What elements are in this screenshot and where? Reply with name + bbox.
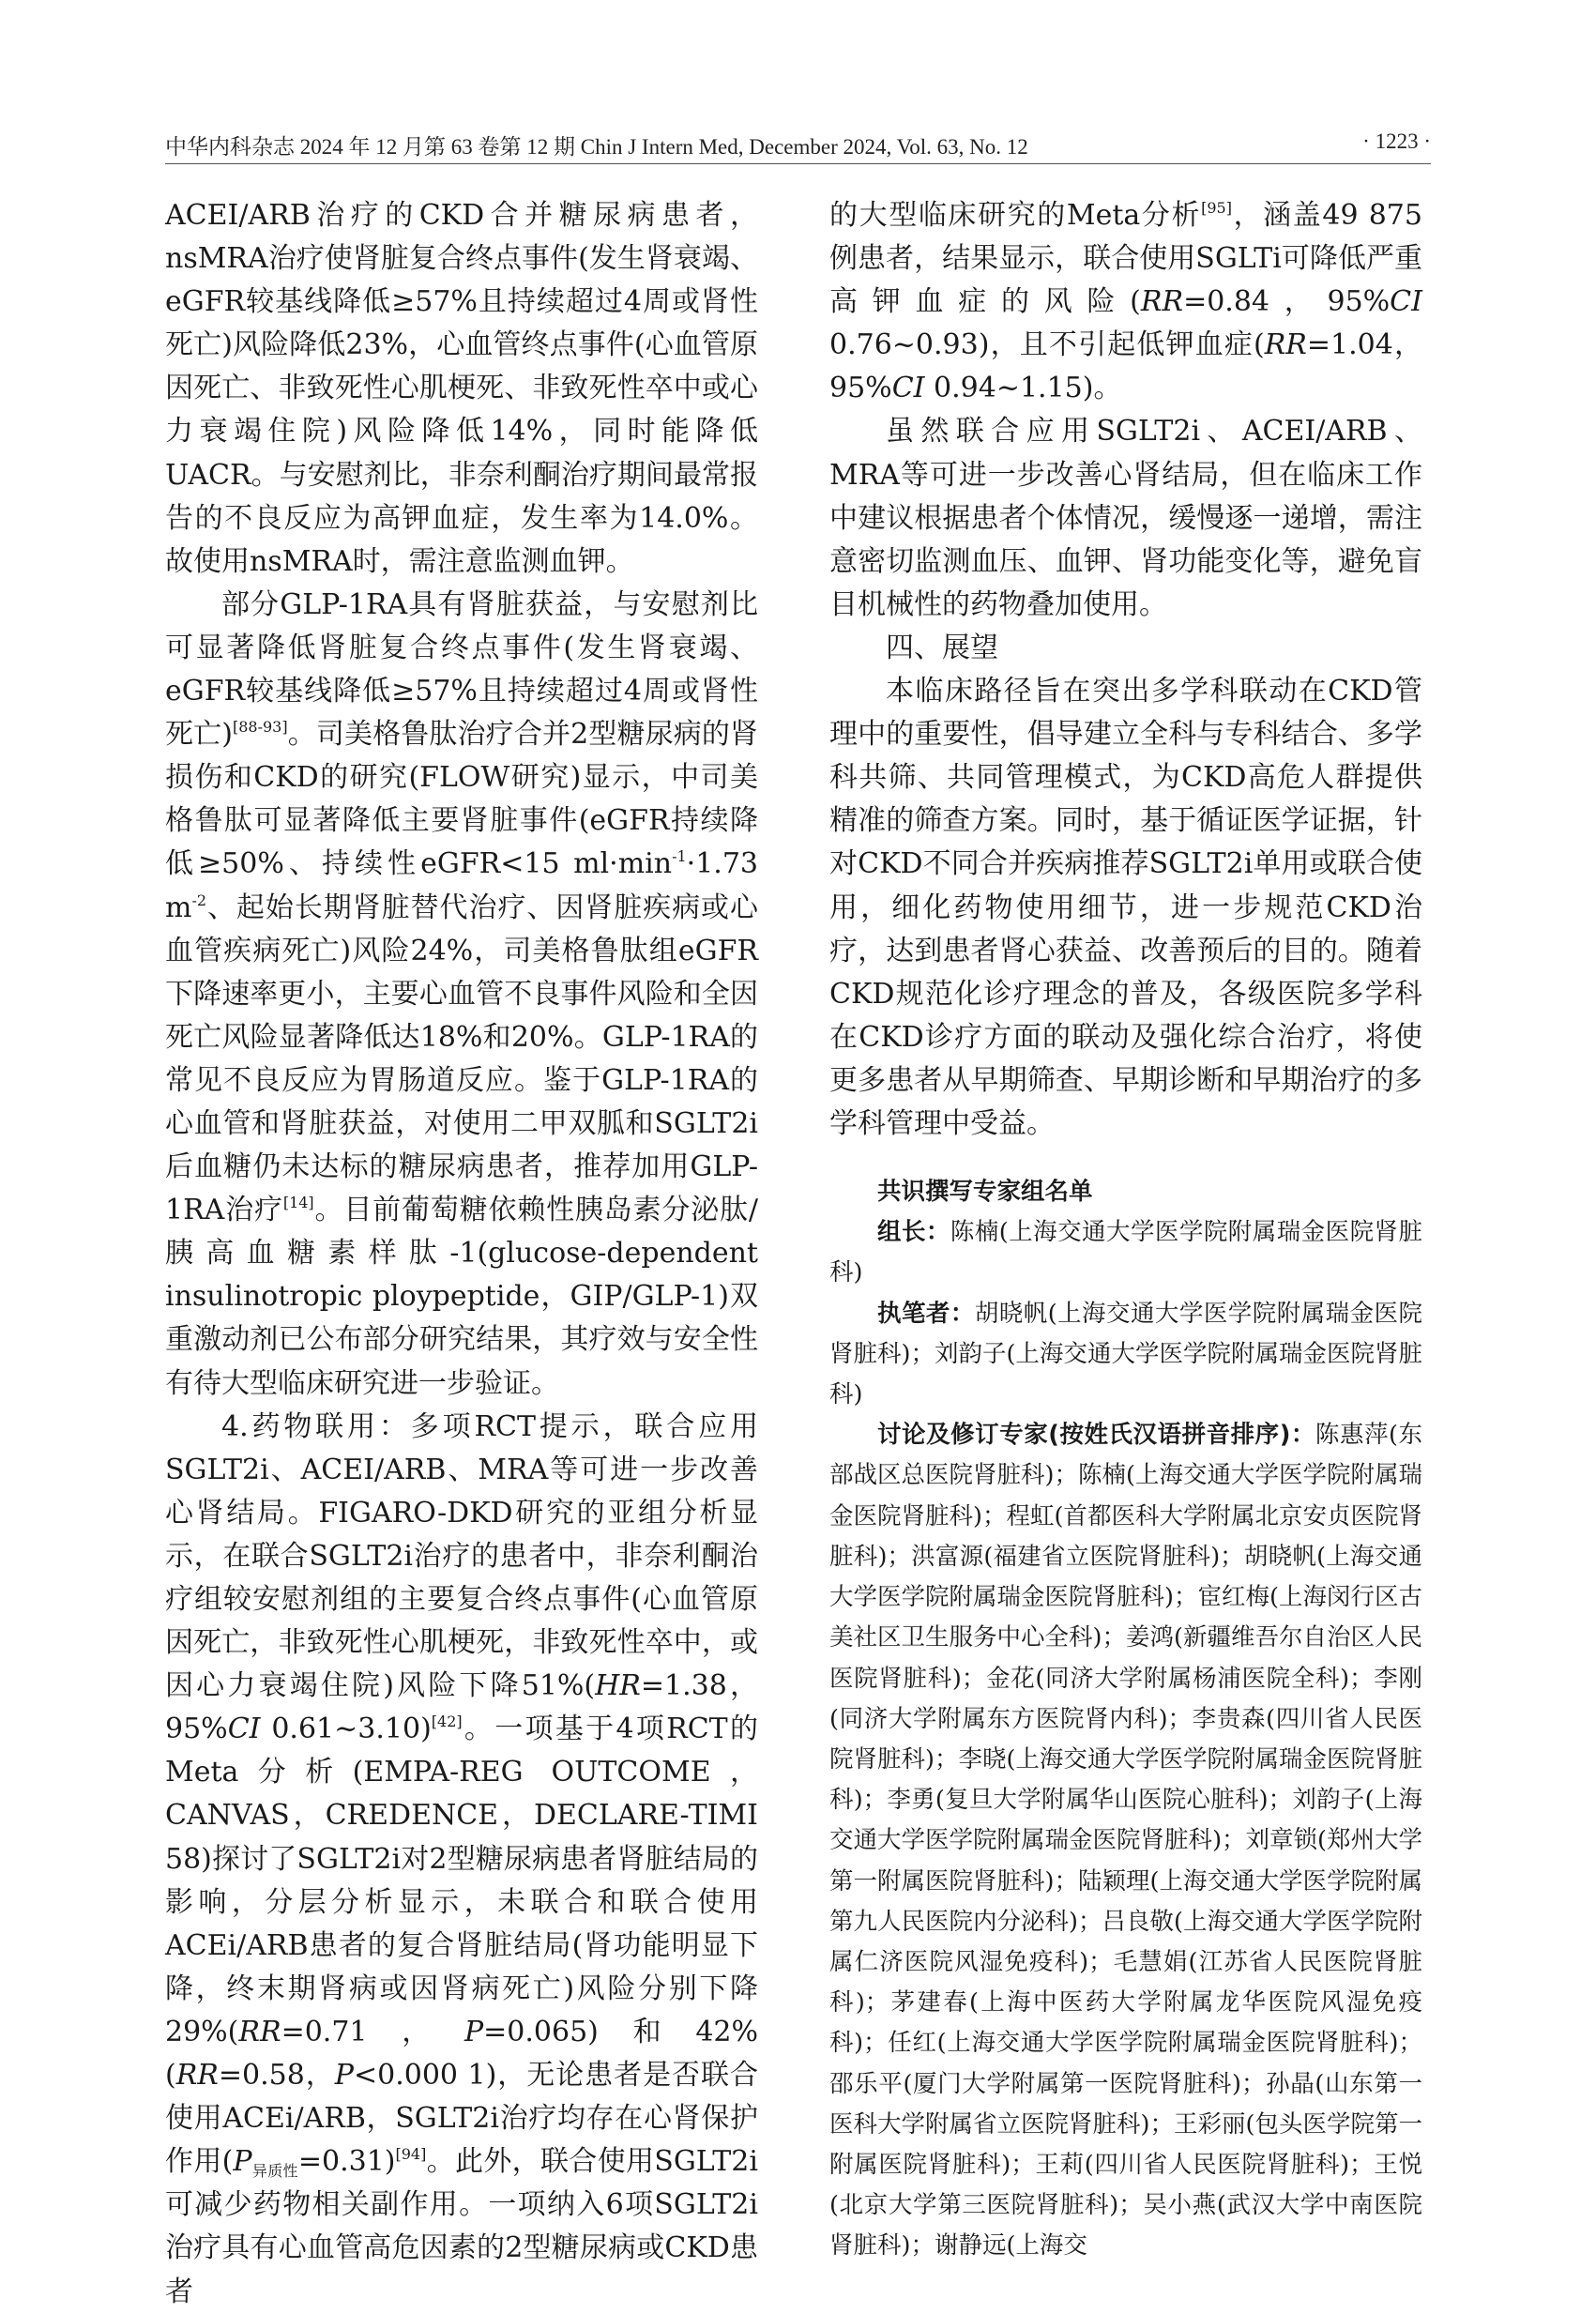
text-run: 。此外，联合使用SGLT2i可减少药物相关副作用。一项纳入6项SGLT2i治疗具有心血管高危因素的2型糖尿病或CKD患者 bbox=[165, 2145, 758, 2308]
italic-symbol: RR bbox=[1140, 285, 1184, 319]
text-run: 0.61~3.10) bbox=[260, 1713, 432, 1746]
header-rule bbox=[165, 163, 1431, 164]
paragraph-nsmra: ACEI/ARB治疗的CKD合并糖尿病患者，nsMRA治疗使肾脏复合终点事件(发生肾衰竭、eGFR较基线降低≥57%且持续超过4周或肾性死亡)风险降低23%，心血管终点事件(心血管原因死亡、非致死性心肌梗死、非致死性卒中或心力衰竭住院)风险降低14%，同时能降低UACR。与安慰剂比，非奈利酮治疗期间最常报告的不良反应为高钾血症，发生率为14.0%。故使用nsMRA时，需注意监测血钾。 bbox=[165, 199, 758, 578]
journal-citation: 中华内科杂志 2024 年 12 月第 63 卷第 12 期 Chin J Intern Med, December 2024, Vol. 63, No. 12 bbox=[165, 135, 1028, 159]
citation[interactable]: [42] bbox=[431, 1713, 463, 1731]
paragraph-combination bbox=[165, 1406, 758, 2314]
text-run: ·1.73 m bbox=[165, 847, 758, 924]
expert-names: 陈楠(上海交通大学医学院附属瑞金医院肾脏科) bbox=[829, 1218, 1422, 1287]
text-run: 0.76~0.93)，且不引起低钾血症( bbox=[829, 328, 1265, 362]
italic-symbol: RR bbox=[238, 2015, 281, 2048]
italic-symbol: P bbox=[233, 2145, 252, 2179]
running-header bbox=[165, 129, 1431, 167]
text-run: 部分GLP-1RA具有肾脏获益，与安慰剂比可显著降低肾脏复合终点事件(发生肾衰竭、eGFR较基线降低≥57%且持续超过4周或肾性死亡) bbox=[165, 587, 758, 752]
left-column bbox=[165, 194, 758, 2314]
italic-symbol: CI bbox=[891, 372, 925, 405]
text-run: =0.84，95% bbox=[1183, 285, 1391, 319]
expert-names: 陈惠萍(东部战区总医院肾脏科)；陈楠(上海交通大学医学院附属瑞金医院肾脏科)；程虹(首都医科大学附属北京安贞医院肾脏科)；洪富源(福建省立医院肾脏科)；胡晓帆(上海交通大学医学院附属瑞金医院肾脏科)；宦红梅(上海闵行区古美社区卫生服务中心全科)；姜鸿(新疆维吾尔自治区人民医院肾脏科)；金花(同济大学附属杨浦医院全科)；李刚(同济大学附属东方医院肾内科)；李贵森(四川省人民医院肾脏科)；李晓(上海交通大学医学院附属瑞金医院肾脏科)；李勇(复旦大学附属华山医院心脏科)；刘韵子(上海交通大学医学院附属瑞金医院肾脏科)；刘章锁(郑州大学第一附属医院肾脏科)；陆颖理(上海交通大学医学院附属第九人民医院内分泌科)；吕良敬(上海交通大学医学院附属仁济医院风湿免疫科)；毛慧娟(江苏省人民医院肾脏科)；茅建春(上海中医药大学附属龙华医院风湿免疫科)；任红(上海交通大学医学院附属瑞金医院肾脏科)；邵乐平(厦门大学附属第一医院肾脏科)；孙晶(山东第一医科大学附属省立医院肾脏科)；王彩丽(包头医学院第一附属医院肾脏科)；王莉(四川省人民医院肾脏科)；王悦(北京大学第三医院肾脏科)；吴小燕(武汉大学中南医院肾脏科)；谢静远(上海交 bbox=[829, 1421, 1422, 2261]
paragraph-glp1ra bbox=[165, 584, 758, 1406]
italic-symbol: P bbox=[464, 2015, 484, 2048]
text-run: 、起始长期肾脏替代治疗、因肾脏疾病或心血管疾病死亡)风险24%，司美格鲁肽组eGFR下降速率更小，主要心血管不良事件风险和全因死亡风险显著降低达18%和20%。GLP-1RA的常见不良反应为胃肠道反应。鉴于GLP-1RA的心血管和肾脏获益，对使用二甲双胍和SGLT2i后血糖仍未达标的糖尿病患者，推荐加用GLP-1RA治疗 bbox=[165, 891, 758, 1227]
text-run: 。目前葡萄糖依赖性胰岛素分泌肽/胰高血糖素样肽-1(glucose-dependent insulinotropic ploypeptide，GIP/GLP-1)双重激动剂已公布部分研究结果，其疗效与安全性有待大型临床研究进一步验证。 bbox=[165, 1194, 759, 1400]
superscript: -1 bbox=[672, 847, 687, 866]
italic-symbol: RR bbox=[1264, 328, 1307, 362]
text-run: =1.04，95% bbox=[829, 328, 1422, 405]
expert-list bbox=[829, 1172, 1422, 2266]
expert-list-heading: 共识撰写专家组名单 bbox=[877, 1178, 1093, 1207]
italic-symbol: CI bbox=[227, 1713, 261, 1746]
text-run: 0.94~1.15)。 bbox=[924, 372, 1122, 405]
text-run: =1.38，95% bbox=[165, 1669, 758, 1746]
italic-symbol: CI bbox=[1390, 285, 1422, 319]
italic-symbol: P bbox=[334, 2059, 354, 2093]
right-column bbox=[829, 194, 1422, 2267]
italic-symbol: HR bbox=[595, 1669, 641, 1703]
expert-names: 胡晓帆(上海交通大学医学院附属瑞金医院肾脏科)；刘韵子(上海交通大学医学院附属瑞金医院肾脏科) bbox=[829, 1299, 1422, 1409]
text-run: <0.000 1)，无论患者是否联合使用ACEi/ARB，SGLT2i治疗均存在心肾保护作用( bbox=[165, 2059, 758, 2179]
role-label: 讨论及修订专家(按姓氏汉语拼音排序)： bbox=[877, 1421, 1315, 1450]
text-run: 。司美格鲁肽治疗合并2型糖尿病的肾损伤和CKD的研究(FLOW研究)显示，中司美格鲁肽可显著降低主要肾脏事件(eGFR持续降低≥50%、持续性eGFR<15 ml·min bbox=[165, 718, 758, 881]
role-label: 执笔者： bbox=[877, 1299, 975, 1328]
expert-leader bbox=[829, 1212, 1422, 1293]
paragraph-outlook: 本临床路径旨在突出多学科联动在CKD管理中的重要性，倡导建立全科与专科结合、多学科共筛、共同管理模式，为CKD高危人群提供精准的筛查方案。同时，基于循证医学证据，针对CKD不同合并疾病推荐SGLT2i单用或联合使用，细化药物使用细节，进一步规范CKD治疗，达到患者肾心获益、改善预后的目的。随着CKD规范化诊疗理念的普及，各级医院多学科在CKD诊疗方面的联动及强化综合治疗，将使更多患者从早期筛查、早期诊断和早期治疗的多学科管理中受益。 bbox=[829, 675, 1422, 1140]
text-run: =0.71， bbox=[281, 2015, 464, 2048]
text-run: 的大型临床研究的Meta分析 bbox=[829, 199, 1202, 232]
superscript: -2 bbox=[191, 891, 207, 909]
italic-symbol: RR bbox=[175, 2059, 219, 2093]
section-heading: 四、展望 bbox=[886, 631, 998, 664]
role-label: 组长： bbox=[877, 1218, 950, 1247]
citation[interactable]: [94] bbox=[395, 2145, 427, 2164]
paragraph-clinical-advice: 虽然联合应用SGLT2i、ACEI/ARB、MRA等可进一步改善心肾结局，但在临床工作中建议根据患者个体情况，缓慢逐一递增，需注意密切监测血压、血钾、肾功能变化等，避免盲目机械性的药物叠加使用。 bbox=[829, 415, 1422, 621]
expert-reviewers bbox=[829, 1415, 1422, 2266]
citation[interactable]: [14] bbox=[282, 1194, 314, 1212]
citation[interactable]: [95] bbox=[1201, 199, 1232, 217]
subscript: 异质性 bbox=[251, 2162, 298, 2181]
text-run: 4.药物联用：多项RCT提示，联合应用SGLT2i、ACEI/ARB、MRA等可进一步改善心肾结局。FIGARO-DKD研究的亚组分析显示，在联合SGLT2i治疗的患者中，非奈利酮治疗组较安慰剂组的主要复合终点事件(心血管原因死亡，非致死性心肌梗死，非致死性卒中，或因心力衰竭住院)风险下降51%( bbox=[165, 1409, 758, 1703]
page-number: · 1223 · bbox=[1362, 129, 1431, 153]
text-run: 。一项基于4项RCT的Meta分析(EMPA-REG OUTCOME，CANVAS，CREDENCE，DECLARE-TIMI 58)探讨了SGLT2i对2型糖尿病患者肾脏结局的影响，分层分析显示，未联合和联合使用ACEi/ARB患者的复合肾脏结局(肾功能明显下降，终末期肾病或因肾病死亡)风险分别下降29%( bbox=[165, 1713, 758, 2048]
paragraph-meta-analysis bbox=[829, 194, 1422, 410]
text-run: =0.58， bbox=[218, 2059, 335, 2093]
citation[interactable]: [88-93] bbox=[232, 718, 288, 737]
text-run: =0.065)和42%( bbox=[165, 2015, 759, 2093]
text-run: =0.31) bbox=[297, 2145, 396, 2179]
text-run: ，涵盖49 875例患者，结果显示，联合使用SGLTi可降低严重高钾血症的风险( bbox=[829, 199, 1422, 319]
expert-writers bbox=[829, 1294, 1422, 1416]
